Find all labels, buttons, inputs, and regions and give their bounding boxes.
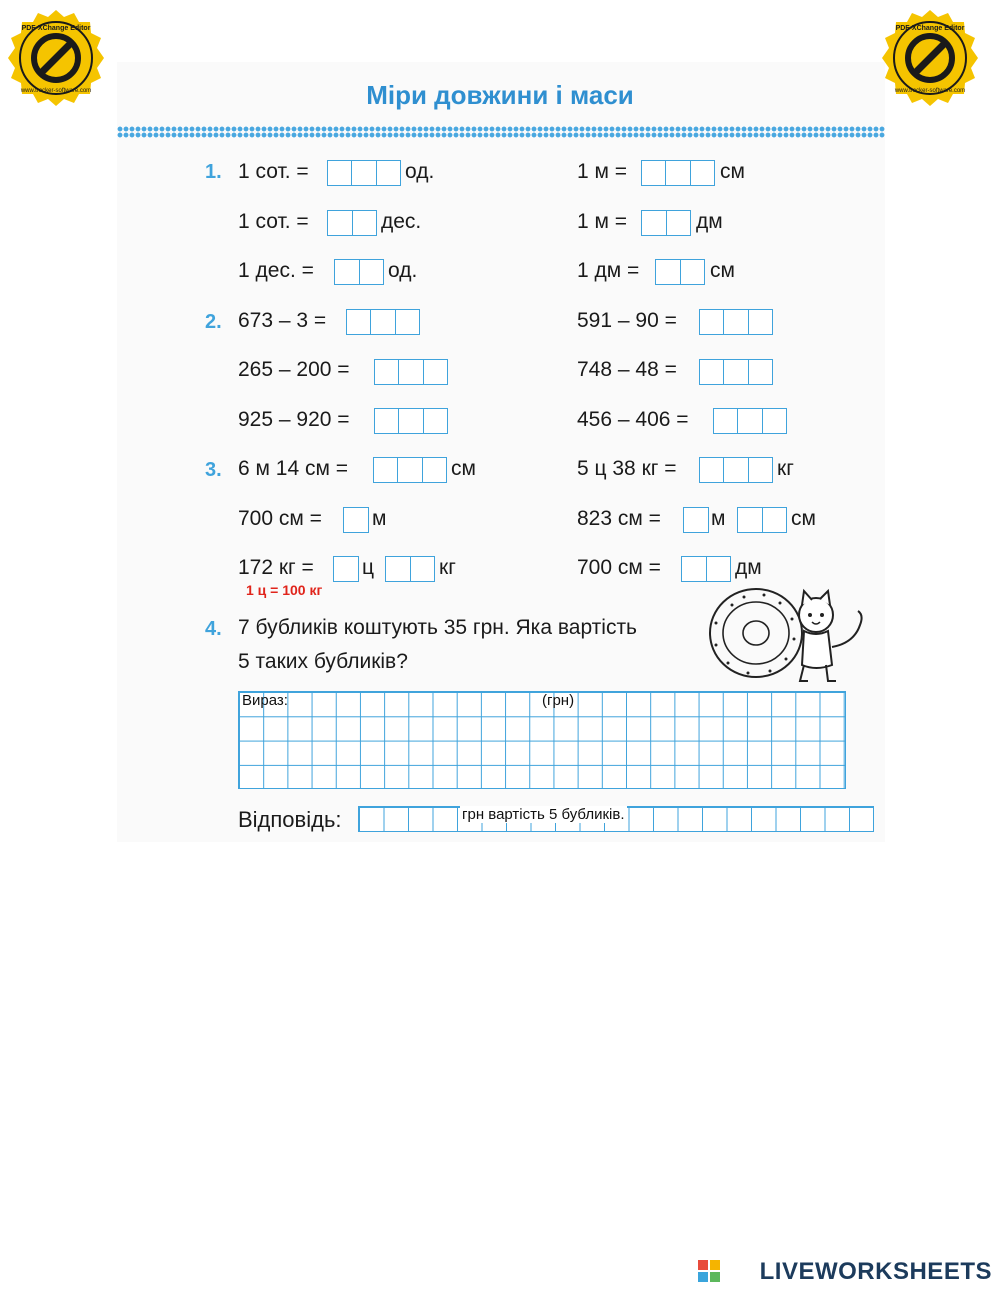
s3-r3-left-answer-c[interactable]: [333, 556, 359, 582]
s1-r2-left-unit: дес.: [381, 210, 422, 233]
s1-r2-right-text: 1 м =: [577, 210, 628, 233]
s1-r1-left-text: 1 сот. =: [238, 160, 309, 183]
s3-r1-left-answer[interactable]: [373, 457, 447, 483]
s1-r1-left-unit: од.: [405, 160, 435, 183]
svg-text:PDF-XChange Editor: PDF-XChange Editor: [895, 25, 965, 32]
section-2-number: 2.: [205, 311, 222, 333]
problem-line-2: 5 таких бубликів?: [238, 650, 408, 673]
s1-r2-right-unit: дм: [696, 210, 723, 233]
s3-r2-left-unit: м: [372, 507, 387, 530]
s3-r2-left-answer[interactable]: [343, 507, 369, 533]
s3-r1-left-text: 6 м 14 см =: [238, 457, 349, 480]
expression-label: Вираз:: [242, 692, 288, 709]
svg-text:www.tracker-software.com: www.tracker-software.com: [894, 88, 966, 94]
section-4-number: 4.: [205, 618, 222, 640]
s3-r3-right-unit: дм: [735, 556, 762, 579]
s2-r2-right-answer[interactable]: [699, 359, 773, 385]
s3-r3-right-answer[interactable]: [681, 556, 731, 582]
svg-text:PDF-XChange Editor: PDF-XChange Editor: [21, 25, 91, 32]
s2-r1-left-answer[interactable]: [346, 309, 420, 335]
s3-r2-right-answer-m[interactable]: [683, 507, 709, 533]
s3-r2-right-unit-cm: см: [791, 507, 816, 530]
s2-r3-right-answer[interactable]: [713, 408, 787, 434]
s1-r3-left-unit: од.: [388, 259, 418, 282]
pdf-xchange-seal-left[interactable]: [6, 8, 106, 108]
s3-r2-right-unit-m: м: [711, 507, 726, 530]
s1-r1-left-answer[interactable]: [327, 160, 401, 186]
liveworksheets-logo-icon: [698, 1260, 720, 1282]
hint-centner: 1 ц = 100 кг: [246, 582, 323, 598]
s3-r1-right-text: 5 ц 38 кг =: [577, 457, 677, 480]
s2-r3-left-answer[interactable]: [374, 408, 448, 434]
expression-unit: (грн): [542, 692, 575, 709]
s2-r2-left-text: 265 – 200 =: [238, 358, 350, 381]
problem-line-1: 7 бубликів коштують 35 грн. Яка вартість: [238, 616, 637, 639]
s2-r2-left-answer[interactable]: [374, 359, 448, 385]
section-1-number: 1.: [205, 161, 222, 183]
s3-r2-right-text: 823 см =: [577, 507, 661, 530]
s2-r1-right-answer[interactable]: [699, 309, 773, 335]
s1-r1-right-text: 1 м =: [577, 160, 628, 183]
s1-r3-left-answer[interactable]: [334, 259, 384, 285]
s3-r3-left-unit-c: ц: [362, 556, 375, 579]
s1-r3-right-text: 1 дм =: [577, 259, 640, 282]
pdf-xchange-seal-right[interactable]: [880, 8, 980, 108]
s3-r1-left-unit: см: [451, 457, 476, 480]
s2-r1-left-text: 673 – 3 =: [238, 309, 327, 332]
s1-r3-right-unit: см: [710, 259, 735, 282]
s1-r2-right-answer[interactable]: [641, 210, 691, 236]
s3-r3-left-unit-kg: кг: [439, 556, 456, 579]
worksheet-title: Міри довжини і маси: [366, 80, 634, 110]
answer-text: грн вартість 5 бубликів.: [462, 806, 625, 823]
liveworksheets-brand[interactable]: LIVEWORKSHEETS: [759, 1258, 992, 1285]
bagel-cat-illustration: [704, 585, 869, 690]
s3-r1-right-unit: кг: [777, 457, 794, 480]
answer-label: Відповідь:: [238, 807, 342, 832]
s3-r1-right-answer[interactable]: [699, 457, 773, 483]
dotted-divider: [117, 126, 885, 138]
s2-r3-left-text: 925 – 920 =: [238, 408, 350, 431]
s1-r2-left-text: 1 сот. =: [238, 210, 309, 233]
s1-r3-right-answer[interactable]: [655, 259, 705, 285]
svg-text:www.tracker-software.com: www.tracker-software.com: [20, 88, 92, 94]
s3-r3-left-answer-kg[interactable]: [385, 556, 435, 582]
s2-r3-right-text: 456 – 406 =: [577, 408, 689, 431]
section-3-number: 3.: [205, 459, 222, 481]
s3-r2-left-text: 700 см =: [238, 507, 322, 530]
s3-r2-right-answer-cm[interactable]: [737, 507, 787, 533]
s3-r3-left-text: 172 кг =: [238, 556, 314, 579]
s1-r1-right-answer[interactable]: [641, 160, 715, 186]
s3-r3-right-text: 700 см =: [577, 556, 661, 579]
s1-r3-left-text: 1 дес. =: [238, 259, 314, 282]
s2-r2-right-text: 748 – 48 =: [577, 358, 677, 381]
s2-r1-right-text: 591 – 90 =: [577, 309, 677, 332]
s1-r2-left-answer[interactable]: [327, 210, 377, 236]
s1-r1-right-unit: см: [720, 160, 745, 183]
